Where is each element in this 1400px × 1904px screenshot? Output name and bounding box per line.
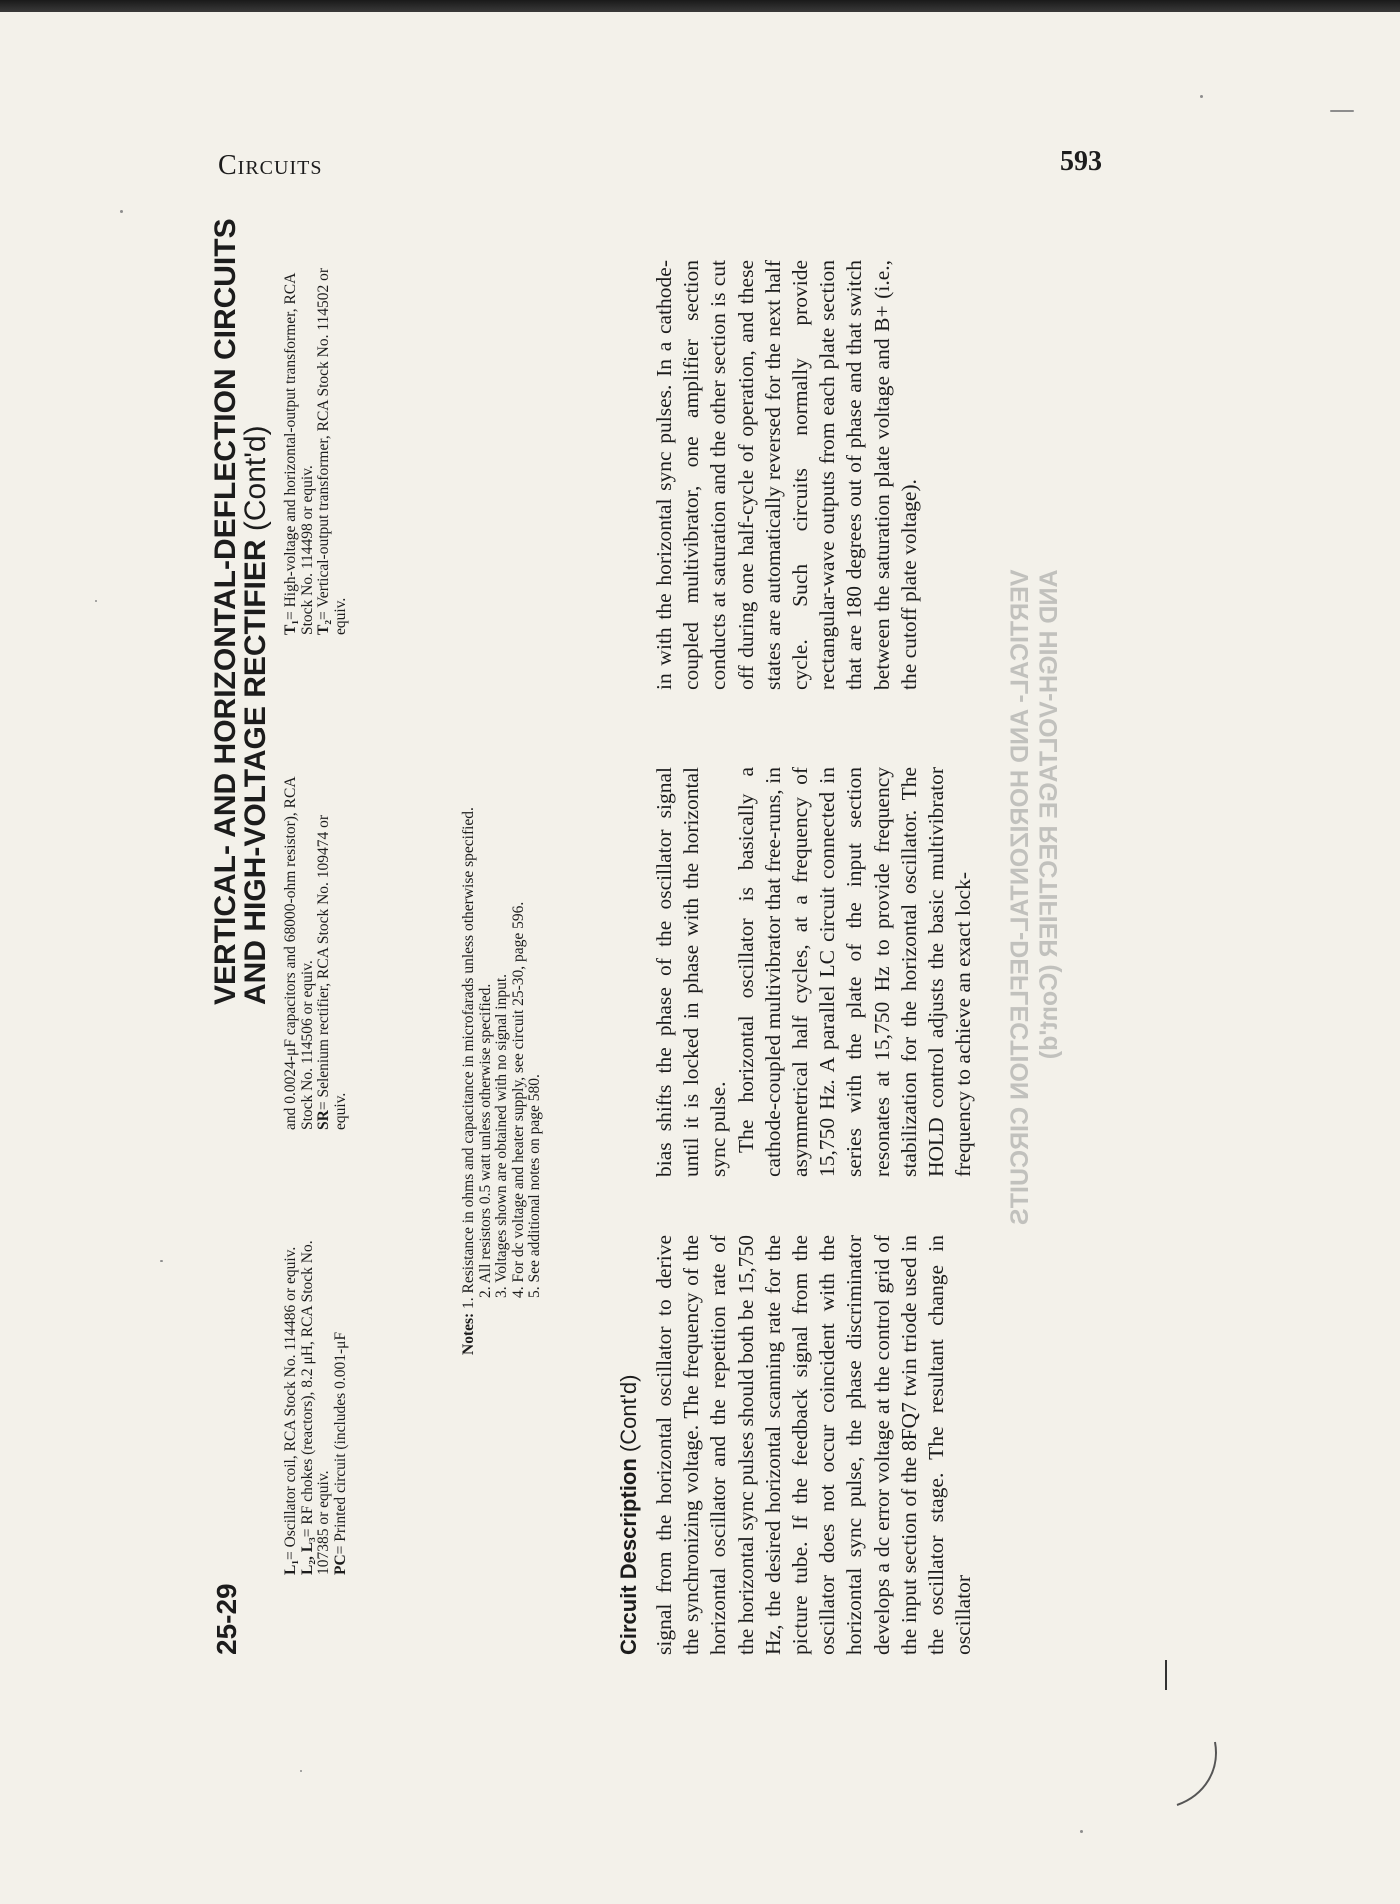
parts-list-col-2 <box>283 775 349 1130</box>
part-entry: SR= Selenium rectifier, RCA Stock No. 109474 or equiv. <box>315 814 349 1130</box>
page-number: 593 <box>1060 146 1102 177</box>
scan-speck <box>1200 95 1203 98</box>
paragraph: in with the horizontal sync pulses. In a cathode-coupled multivibrator, one amplifier section conducts at saturation and the other section is cut off during one half-cycle of operation, and these states are automatically reversed for the next half cycle. Such circuits normally provide rectangular-wave outputs from each plate section that are 180 degrees out of phase and that switch between the saturation plate voltage and B+ (i.e., the cutoff plate voltage). <box>652 260 921 690</box>
paragraph: bias shifts the phase of the oscillator signal until it is locked in phase with the horizontal sync pulse. <box>652 767 731 1177</box>
note-item: 3. Voltages shown are obtained with no signal input. <box>493 973 510 1298</box>
part-entry: L₂, L₃= RF chokes (reactors), 8.2 μH, RCA Stock No. 107385 or equiv. <box>298 1240 332 1575</box>
scan-speck <box>160 1260 163 1262</box>
part-entry: T₁= High-voltage and horizontal-output transformer, RCA Stock No. 114498 or equiv. <box>282 273 316 635</box>
scan-speck <box>1080 1830 1083 1833</box>
title-line-1: VERTICAL- AND HORIZONTAL-DEFLECTION CIRCUITS <box>209 218 242 1005</box>
scan-speck <box>1330 110 1354 112</box>
margin-mark <box>1165 1660 1167 1690</box>
body-column-3 <box>651 260 923 690</box>
pen-curl-mark <box>1175 1740 1235 1820</box>
note-item: 4. For dc voltage and heater supply, see circuit 25-30, page 596. <box>509 901 527 1298</box>
scan-speck <box>95 600 97 602</box>
parts-list-col-1 <box>283 1240 349 1575</box>
notes-label: Notes: <box>460 1312 477 1355</box>
paragraph: The horizontal oscillator is basically a cathode-coupled multivibrator that free-runs, in asymmetrical half cycles, at a frequency of 15,750 Hz. A parallel LC circuit connected in series with the plate of the input section resonates at 15,750 Hz to provide frequency stabilization for the horizontal oscillator. The HOLD control adjusts the basic multivibrator frequency to achieve an exact lock- <box>733 767 976 1177</box>
body-column-1 <box>651 1235 977 1655</box>
note-item: 5. See additional notes on page 580. <box>526 1074 543 1298</box>
rotated-page-content <box>211 215 1091 1655</box>
parts-list-col-3 <box>283 265 349 635</box>
bleed-through-text: VERTICAL- AND HORIZONTAL-DEFLECTION CIRCUITS AND HIGH-VOLTAGE RECTIFIER (Cont'd) <box>1006 569 1063 1225</box>
scan-speck <box>300 1770 302 1772</box>
part-entry: and 0.0024-μF capacitors and 68000-ohm resistor), RCA Stock No. 114506 or equiv. <box>282 777 316 1130</box>
paragraph: signal from the horizontal oscillator to derive the synchronizing voltage. The frequency of the horizontal oscillator and the repetition rate of the horizontal sync pulses should both be 15,750 Hz, the desired horizontal scanning rate for the picture tube. If the feedback signal from the oscillator does not occur coincident with the horizontal sync pulse, the phase discriminator develops a dc error voltage at the control grid of the input section of the 8FQ7 twin triode used in the oscillator stage. The resultant change in oscillator <box>652 1235 976 1655</box>
part-entry: PC= Printed circuit (includes 0.001-μF <box>331 1331 349 1575</box>
circuit-number: 25-29 <box>211 1583 242 1655</box>
notes-block <box>461 807 544 1355</box>
part-entry: T₂= Vertical-output transformer, RCA Stock No. 114502 or equiv. <box>315 267 349 635</box>
part-entry: L₁= Oscillator coil, RCA Stock No. 114486 or equiv. <box>282 1246 299 1575</box>
title-contd: (Cont'd) <box>239 425 272 532</box>
note-item: 2. All resistors 0.5 watt unless otherwise specified. <box>476 983 494 1298</box>
circuit-title <box>211 218 271 1005</box>
title-line-2: AND HIGH-VOLTAGE RECTIFIER <box>239 539 272 1005</box>
note-item: 1. Resistance in ohms and capacitance in microfarads unless otherwise specified. <box>460 807 477 1309</box>
scan-top-edge <box>0 0 1400 12</box>
body-column-2 <box>651 767 977 1177</box>
section-heading: Circuit Description (Cont'd) <box>616 1374 641 1655</box>
scan-speck <box>120 210 123 213</box>
running-head: Circuits <box>218 150 323 181</box>
